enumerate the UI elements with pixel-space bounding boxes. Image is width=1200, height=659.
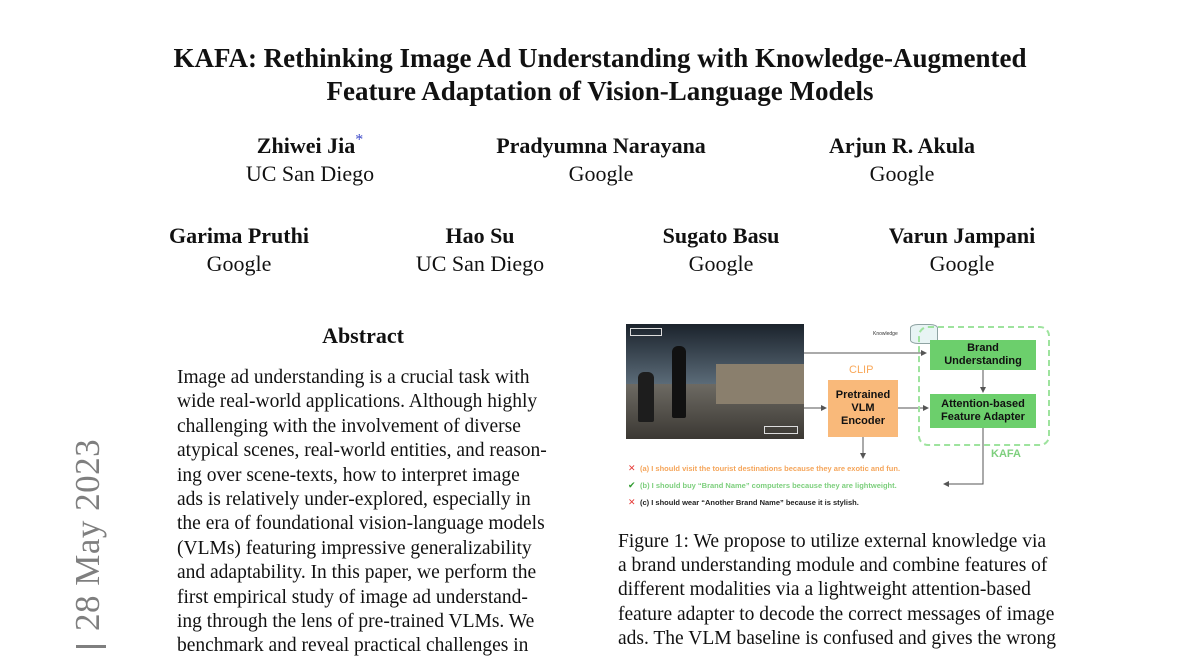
title-line-1: KAFA: Rethinking Image Ad Understanding with Knowledge-Augmented xyxy=(173,43,1027,73)
output-item xyxy=(628,477,1048,494)
brand-understanding-box: Brand Understanding xyxy=(930,340,1036,370)
caption-line: ads. The VLM baseline is confused and gives the wrong xyxy=(618,627,1056,649)
author-name: Zhiwei Jia xyxy=(256,133,356,158)
caption-line: feature adapter to decode the correct messages of image xyxy=(618,603,1055,625)
author-block xyxy=(360,222,600,278)
vlm-encoder-box: Pretrained VLM Encoder xyxy=(828,380,898,437)
author-affiliation: Google xyxy=(206,251,272,276)
paper-title xyxy=(0,42,1200,108)
author-block xyxy=(601,222,841,278)
kafa-label: KAFA xyxy=(991,448,1021,460)
output-text: (c) I should wear “Another Brand Name” because it is stylish. xyxy=(640,498,859,507)
author-affiliation: Google xyxy=(929,251,995,276)
author-block xyxy=(782,132,1022,188)
abstract-line: ing over scene-texts, how to interpret image xyxy=(177,464,520,486)
caption-line: a brand understanding module and combine features of xyxy=(618,555,1048,577)
abstract-line: benchmark and reveal practical challenges in xyxy=(177,635,529,657)
abstract-line: and adaptability. In this paper, we perform the xyxy=(177,562,537,584)
author-block xyxy=(481,132,721,188)
author-name: Sugato Basu xyxy=(662,223,780,248)
cross-icon: ✕ xyxy=(628,497,636,507)
arxiv-sidebar xyxy=(28,400,107,648)
output-item xyxy=(628,460,1048,477)
arxiv-date: 28 May 2023 xyxy=(68,438,107,631)
author-name: Arjun R. Akula xyxy=(828,133,976,158)
author-affiliation: UC San Diego xyxy=(415,251,545,276)
sidebar-divider xyxy=(76,645,106,648)
abstract-line: challenging with the involvement of diverse xyxy=(177,415,521,437)
corresponding-author-marker: * xyxy=(355,131,364,149)
output-text: (a) I should visit the tourist destinations because they are exotic and fun. xyxy=(640,464,901,473)
abstract-line: first empirical study of image ad understand- xyxy=(177,586,528,608)
author-name: Hao Su xyxy=(445,223,515,248)
author-affiliation: UC San Diego xyxy=(245,161,375,186)
check-icon: ✔ xyxy=(628,480,636,490)
clip-label: CLIP xyxy=(849,364,874,376)
author-block xyxy=(842,222,1082,278)
author-block xyxy=(190,132,430,188)
abstract-line: (VLMs) featuring impressive generalizability xyxy=(177,537,532,559)
figure-1 xyxy=(624,320,1054,512)
abstract-line: ads is relatively under-explored, especially in xyxy=(177,488,531,510)
author-affiliation: Google xyxy=(869,161,935,186)
author-affiliation: Google xyxy=(568,161,634,186)
abstract-line: the era of foundational vision-language models xyxy=(177,513,545,535)
author-affiliation: Google xyxy=(688,251,754,276)
caption-line: Figure 1: We propose to utilize external knowledge via xyxy=(618,531,1047,552)
abstract-body xyxy=(177,366,553,659)
feature-adapter-box: Attention-based Feature Adapter xyxy=(930,394,1036,428)
author-name: Garima Pruthi xyxy=(169,223,309,248)
abstract-line: wide real-world applications. Although highly xyxy=(177,391,538,413)
abstract-line: ing through the lens of pre-trained VLMs. We xyxy=(177,610,535,632)
title-line-2: Feature Adaptation of Vision-Language Models xyxy=(326,76,874,106)
output-list xyxy=(628,460,1048,511)
abstract-heading: Abstract xyxy=(322,323,404,348)
caption-line: different modalities via a lightweight attention-based xyxy=(618,579,1031,601)
figure-caption xyxy=(618,530,1060,651)
output-text: (b) I should buy “Brand Name” computers because they are lightweight. xyxy=(640,481,897,490)
cross-icon: ✕ xyxy=(628,463,636,473)
knowledge-label: Knowledge xyxy=(873,331,898,337)
output-item xyxy=(628,494,1048,511)
author-name: Pradyumna Narayana xyxy=(496,133,706,158)
author-block xyxy=(119,222,359,278)
abstract-line: Image ad understanding is a crucial task with xyxy=(177,367,530,388)
abstract-line: atypical scenes, real-world entities, and reason- xyxy=(177,440,547,462)
author-name: Varun Jampani xyxy=(888,223,1036,248)
